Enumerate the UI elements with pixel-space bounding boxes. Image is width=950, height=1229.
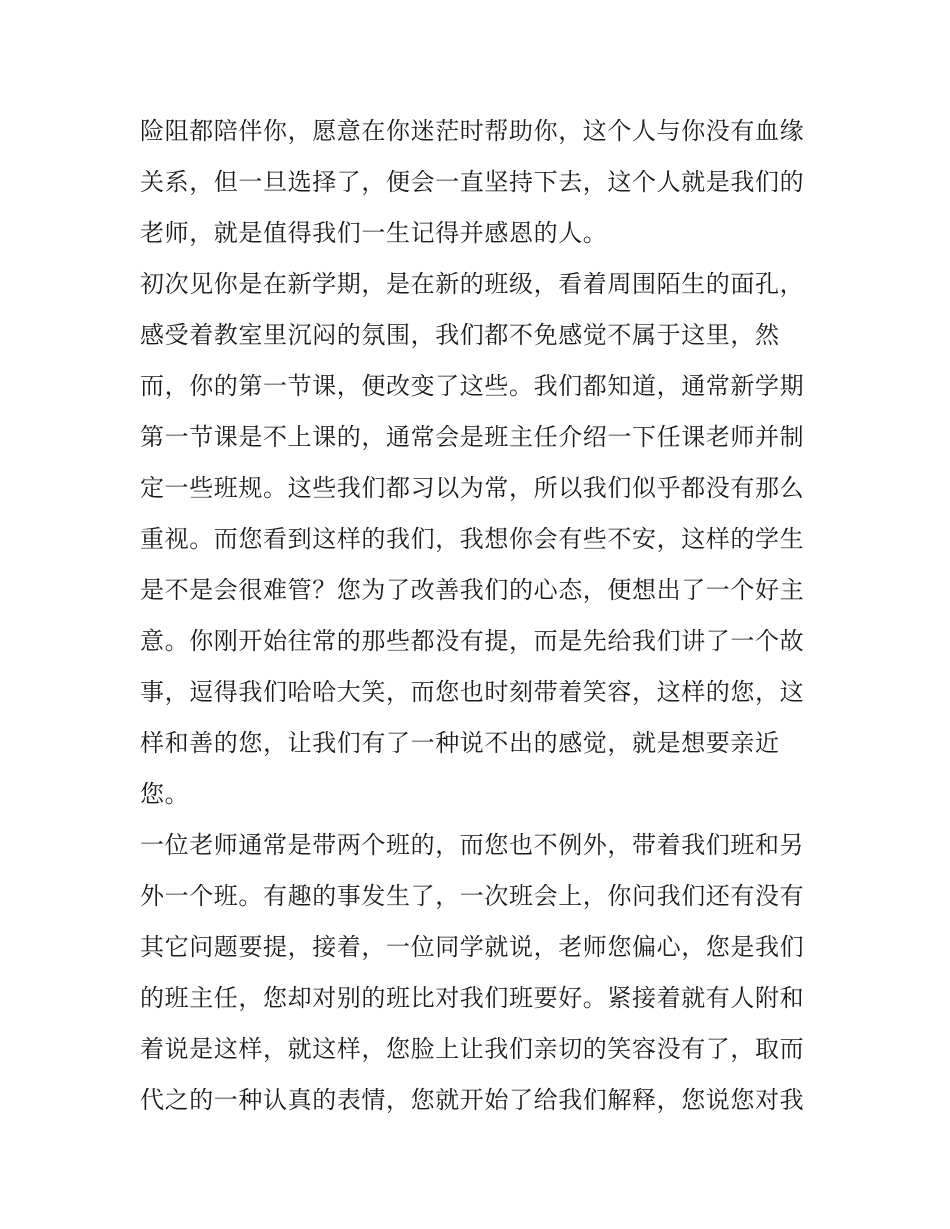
body-text xyxy=(140,106,820,1126)
text-line: 的班主任，您却对别的班比对我们班要好。紧接着就有人附和 xyxy=(140,984,805,1012)
text-line: 您。 xyxy=(140,780,190,808)
text-line: 着说是这样，就这样，您脸上让我们亲切的笑容没有了，取而 xyxy=(140,1035,805,1063)
text-line: 事，逗得我们哈哈大笑，而您也时刻带着笑容，这样的您，这 xyxy=(140,678,805,706)
text-line: 定一些班规。这些我们都习以为常，所以我们似乎都没有那么 xyxy=(140,474,805,502)
text-line: 险阻都陪伴你，愿意在你迷茫时帮助你，这个人与你没有血缘 xyxy=(140,117,805,145)
text-line: 代之的一种认真的表情，您就开始了给我们解释，您说您对我 xyxy=(140,1086,805,1114)
text-line: 样和善的您，让我们有了一种说不出的感觉，就是想要亲近 xyxy=(140,729,780,757)
text-line: 初次见你是在新学期，是在新的班级，看着周围陌生的面孔， xyxy=(140,270,805,298)
text-line: 外一个班。有趣的事发生了，一次班会上，你问我们还有没有 xyxy=(140,882,805,910)
text-line: 重视。而您看到这样的我们，我想你会有些不安，这样的学生 xyxy=(140,525,805,553)
text-line: 关系，但一旦选择了，便会一直坚持下去，这个人就是我们的 xyxy=(140,168,805,196)
text-line: 老师，就是值得我们一生记得并感恩的人。 xyxy=(140,219,608,247)
text-line: 是不是会很难管？您为了改善我们的心态，便想出了一个好主 xyxy=(140,576,805,604)
text-line: 一位老师通常是带两个班的，而您也不例外，带着我们班和另 xyxy=(140,831,805,859)
text-line: 而，你的第一节课，便改变了这些。我们都知道，通常新学期 xyxy=(140,372,805,400)
text-line: 感受着教室里沉闷的氛围，我们都不免感觉不属于这里，然 xyxy=(140,321,780,349)
text-line: 第一节课是不上课的，通常会是班主任介绍一下任课老师并制 xyxy=(140,423,805,451)
text-line: 其它问题要提，接着，一位同学就说，老师您偏心，您是我们 xyxy=(140,933,805,961)
text-line: 意。你刚开始往常的那些都没有提，而是先给我们讲了一个故 xyxy=(140,627,805,655)
